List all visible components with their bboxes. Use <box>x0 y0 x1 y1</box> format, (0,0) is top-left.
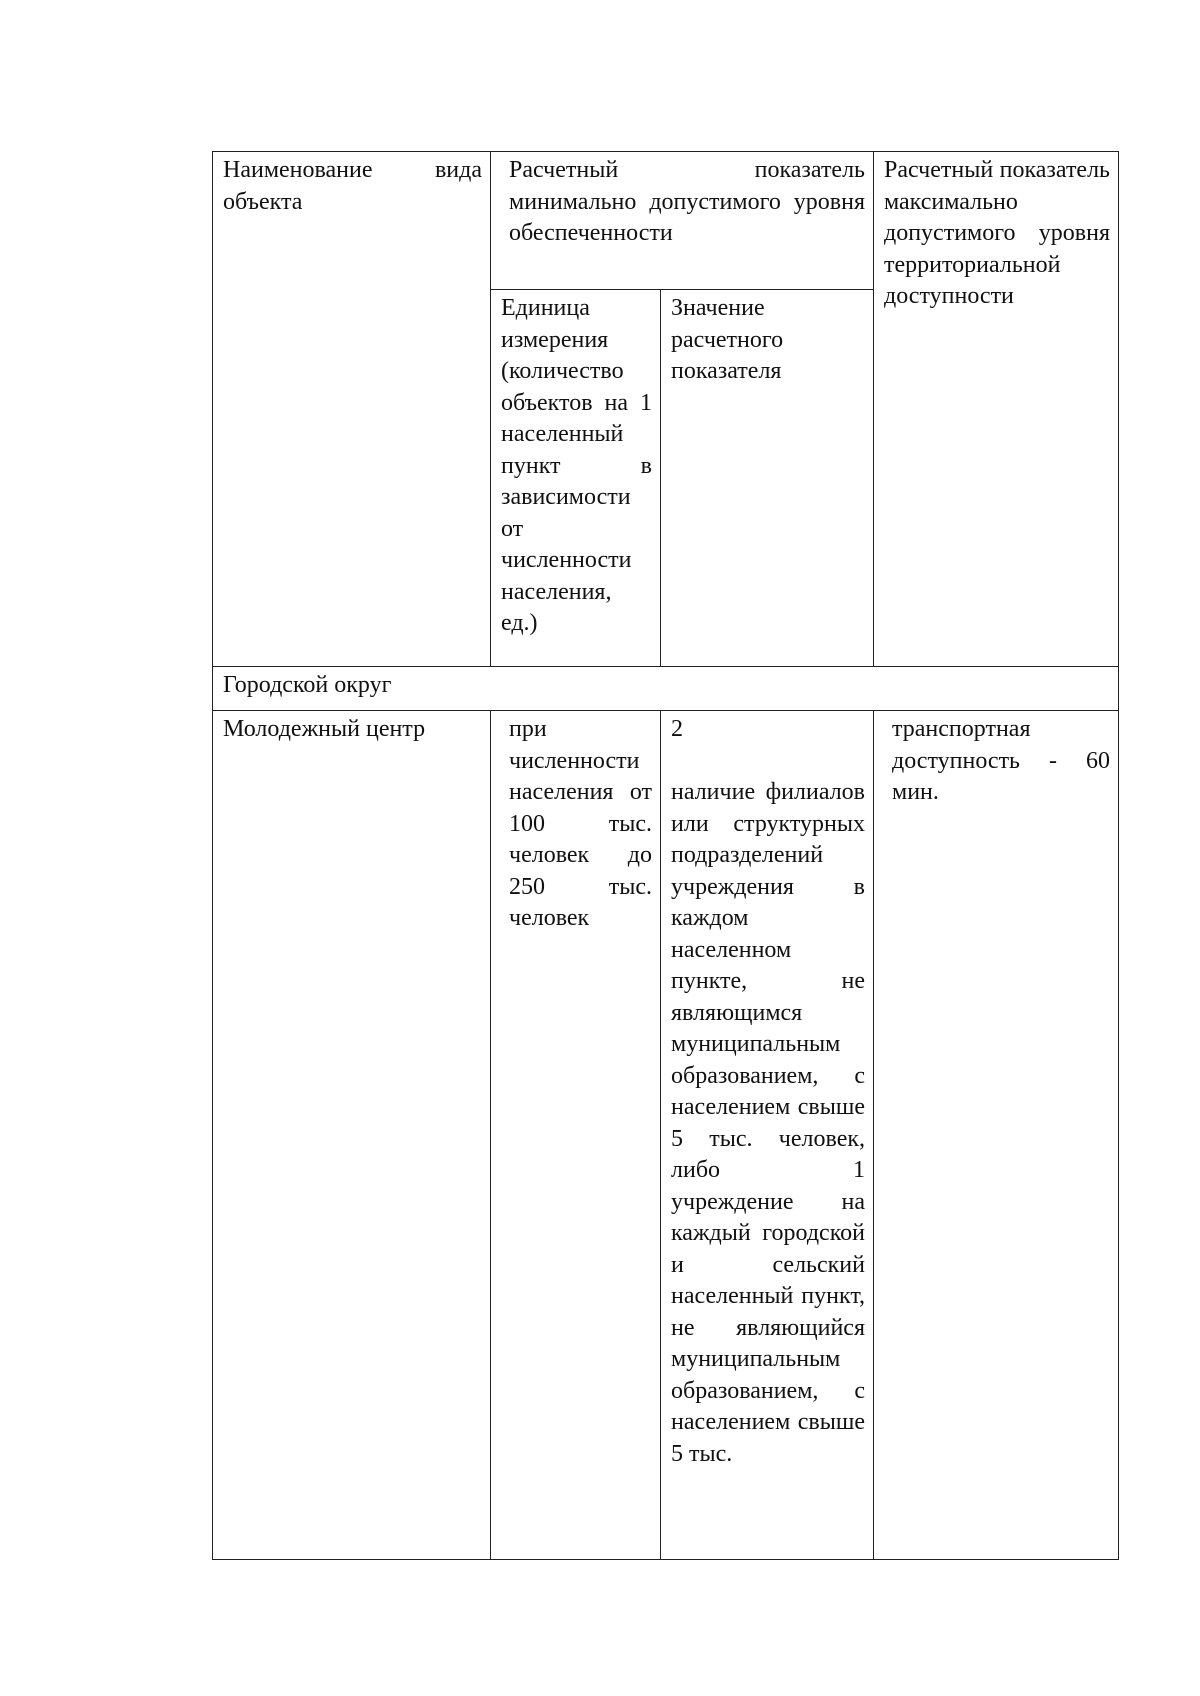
header-max-indicator-text: Расчетный показатель максимально допустимого уровня территориальной доступности <box>884 157 1110 309</box>
header-row-main <box>213 152 1119 290</box>
header-min-indicator <box>491 152 874 290</box>
header-value <box>661 290 874 667</box>
row-unit-text: при численности населения от 100 тыс. человек до 250 тыс. человек <box>509 716 652 931</box>
header-object-name-text: Наименование вида объекта <box>223 157 482 215</box>
row-access <box>874 711 1119 1560</box>
header-object-name <box>213 152 491 667</box>
header-unit <box>491 290 661 667</box>
header-value-text: Значение расчетного показателя <box>671 295 784 384</box>
header-unit-text: Единица измерения (количество объектов на 1 населенный пункт в зависимости от численности населения, ед.) <box>501 295 652 636</box>
section-row <box>213 667 1119 711</box>
row-access-text: транспортная доступность - 60 мин. <box>892 716 1110 805</box>
row-object-name-text: Молодежный центр <box>223 716 426 742</box>
row-value-number: 2 <box>671 716 683 742</box>
table-row <box>213 711 1119 1560</box>
section-title-text: Городской округ <box>223 672 392 698</box>
row-value-text: наличие филиалов или структурных подразделений учреждения в каждом населенном пункте, не являющимся муниципальным образованием, с населением свыше 5 тыс. человек, либо 1 учреждение на каждый городской и сельский населенный пункт, не являющийся муниципальным образованием, с населением свыше 5 тыс. <box>671 779 865 1467</box>
row-object-name <box>213 711 491 1560</box>
row-unit <box>491 711 661 1560</box>
row-value-spacer <box>671 746 865 778</box>
standards-table <box>212 151 1119 1560</box>
section-title <box>213 667 1119 711</box>
row-value <box>661 711 874 1560</box>
header-max-indicator <box>874 152 1119 667</box>
header-min-indicator-text: Расчетный показатель минимально допустимого уровня обеспеченности <box>509 157 865 246</box>
